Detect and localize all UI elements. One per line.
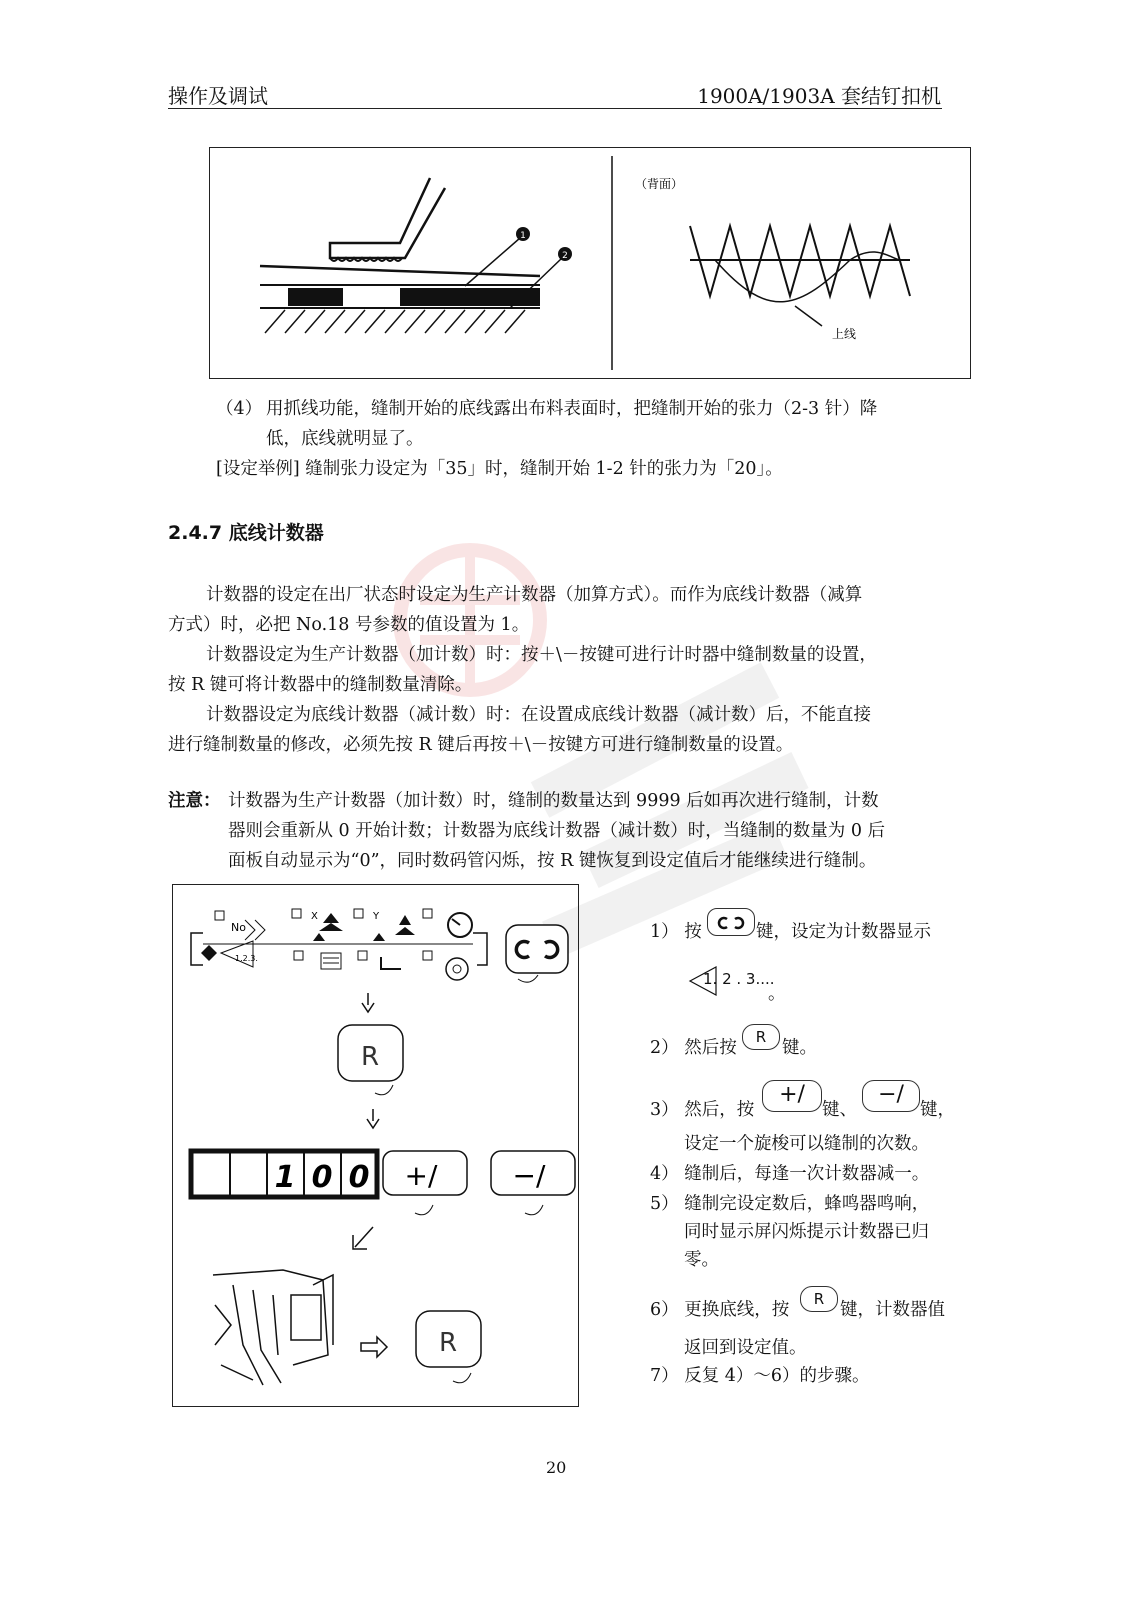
step6-c: 返回到设定值。: [684, 1338, 807, 1358]
step3-minus-key[interactable]: −/: [862, 1080, 920, 1112]
plus-key-label: +/: [404, 1159, 438, 1192]
step3-b: 键、: [822, 1100, 857, 1120]
display-digit-5: 0: [348, 1160, 370, 1195]
header-left: 操作及调试: [168, 84, 268, 108]
callout-1: 1: [520, 231, 526, 241]
para3-line2: 进行缝制数量的修改，必须先按 R 键后再按＋\－按键方可进行缝制数量的设置。: [168, 735, 794, 755]
item4-line2: 低，底线就明显了。: [266, 429, 424, 449]
note-line2: 器则会重新从 0 开始计数；计数器为底线计数器（减计数）时，当缝制的数量为 0 后: [228, 821, 886, 841]
step1-mode-key[interactable]: [707, 908, 755, 936]
icon-count-label: 1.2.3.: [235, 954, 258, 963]
step6-b: 键，计数器值: [840, 1300, 945, 1320]
step2-a: 2） 然后按: [650, 1038, 737, 1058]
step5-c: 零。: [684, 1250, 719, 1270]
para1-line2: 方式）时，必把 No.18 号参数的值设置为 1。: [168, 615, 530, 635]
note-label: 注意：: [168, 791, 221, 811]
setting-example: [设定举例] 缝制张力设定为「35」时，缝制开始 1-2 针的张力为「20」。: [216, 459, 783, 479]
r-key-1-label: R: [360, 1042, 380, 1072]
step2-b: 键。: [782, 1038, 817, 1058]
back-label: （背面）: [635, 177, 684, 191]
display-digit-4: 0: [311, 1160, 333, 1195]
upper-thread-label: 上线: [832, 327, 857, 341]
panel-figure: [172, 884, 579, 1407]
icon-y-label: Y: [373, 911, 380, 922]
header-right: 1900A/1903A 套结钉扣机: [697, 84, 941, 108]
step1-b: 键，设定为计数器显示: [756, 922, 931, 942]
step7: 7） 反复 4）～6）的步骤。: [650, 1366, 870, 1386]
step5-a: 5） 缝制完设定数后，蜂鸣器鸣响，: [650, 1194, 930, 1214]
note-line1: 计数器为生产计数器（加计数）时，缝制的数量达到 9999 后如再次进行缝制，计数: [228, 791, 879, 811]
minus-key-label: −/: [512, 1159, 546, 1192]
para1-line1: 计数器的设定在出厂状态时设定为生产计数器（加算方式）。而作为底线计数器（减算: [206, 585, 863, 605]
step1-a: 1） 按: [650, 922, 702, 942]
display-digit-3: 1: [274, 1160, 296, 1195]
page-number: 20: [546, 1458, 567, 1477]
para2-line1: 计数器设定为生产计数器（加计数）时：按＋\－按键可进行计时器中缝制数量的设置，: [206, 645, 877, 665]
item4-number: （4）: [216, 399, 263, 419]
note-line3: 面板自动显示为“0”，同时数码管闪烁，按 R 键恢复到设定值后才能继续进行缝制。: [228, 851, 877, 871]
step3-plus-key[interactable]: +/: [762, 1080, 822, 1112]
panel-drawing: [173, 885, 578, 1406]
icon-no-label: No: [231, 921, 246, 934]
para3-line1: 计数器设定为底线计数器（减计数）时：在设置成底线计数器（减计数）后，不能直接: [206, 705, 871, 725]
header-rule: [168, 108, 942, 109]
step5-b: 同时显示屏闪烁提示计数器已归: [684, 1222, 929, 1242]
icon-x-label: X: [311, 911, 318, 922]
step1-count-label: 1. 2 . 3....: [703, 970, 775, 988]
step3-a: 3） 然后，按: [650, 1100, 755, 1120]
step6-a: 6） 更换底线，按: [650, 1300, 790, 1320]
step1-tail: 。: [768, 984, 786, 1004]
r-key-2-label: R: [438, 1328, 458, 1358]
rotate-icon: [708, 909, 754, 935]
item4-line1: 用抓线功能，缝制开始的底线露出布料表面时，把缝制开始的张力（2-3 针）降: [266, 399, 878, 419]
thread-figure: [209, 147, 971, 379]
thread-figure-drawing: [210, 148, 970, 378]
step2-r-key[interactable]: R: [742, 1024, 780, 1050]
step4: 4） 缝制后，每逢一次计数器减一。: [650, 1164, 930, 1184]
step6-r-key[interactable]: R: [800, 1286, 838, 1312]
section-title: 2.4.7 底线计数器: [168, 522, 324, 544]
step3-c: 键，: [920, 1100, 955, 1120]
para2-line2: 按 R 键可将计数器中的缝制数量清除。: [168, 675, 473, 695]
step3-d: 设定一个旋梭可以缝制的次数。: [684, 1134, 929, 1154]
callout-2: 2: [562, 251, 568, 261]
